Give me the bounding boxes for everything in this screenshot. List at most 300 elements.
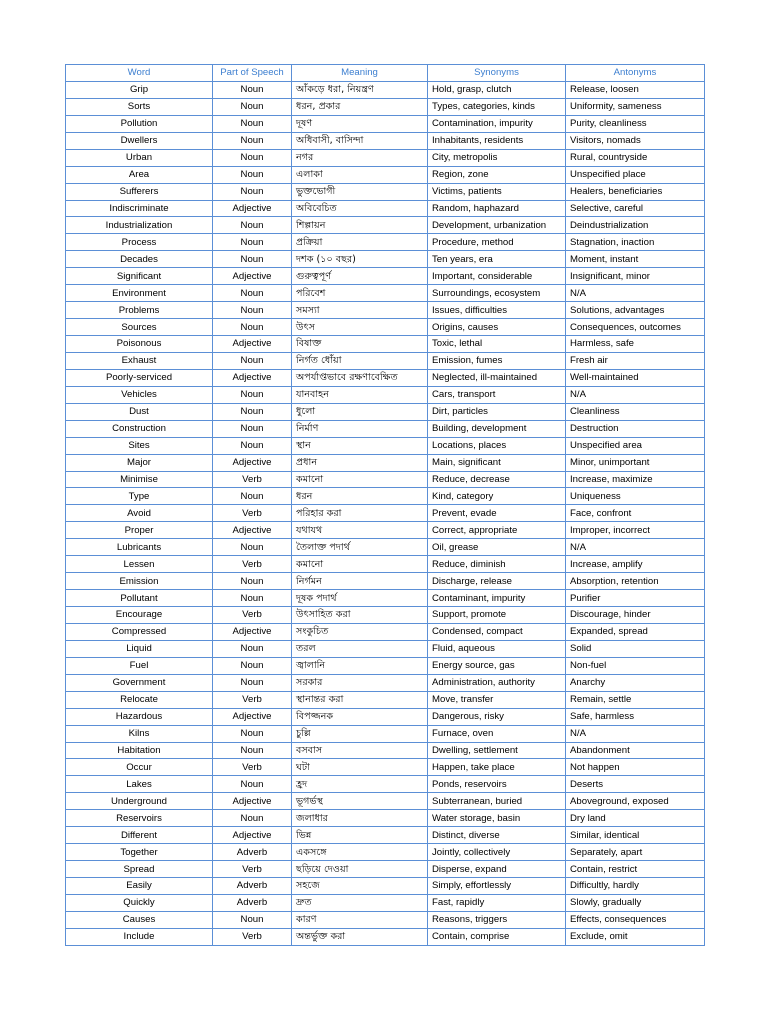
table-row — [66, 268, 705, 285]
table-row — [66, 403, 705, 420]
meaning-cell: জ্বালানি — [292, 657, 428, 674]
antonyms-cell: Increase, amplify — [566, 556, 705, 573]
meaning-cell: স্থান — [292, 437, 428, 454]
antonyms-cell: N/A — [566, 725, 705, 742]
antonyms-cell: Deserts — [566, 776, 705, 793]
synonyms-cell: Development, urbanization — [428, 217, 566, 234]
synonyms-cell: Water storage, basin — [428, 810, 566, 827]
synonyms-cell: Administration, authority — [428, 674, 566, 691]
synonyms-cell: Oil, grease — [428, 539, 566, 556]
antonyms-cell: Selective, careful — [566, 200, 705, 217]
antonyms-cell: Dry land — [566, 810, 705, 827]
meaning-cell: ধরন — [292, 488, 428, 505]
word-cell: Lessen — [66, 556, 213, 573]
part-of-speech-cell: Noun — [213, 115, 292, 132]
antonyms-cell: Visitors, nomads — [566, 132, 705, 149]
word-cell: Significant — [66, 268, 213, 285]
word-cell: Sites — [66, 437, 213, 454]
meaning-cell: দূষক পদার্থ — [292, 590, 428, 607]
part-of-speech-cell: Adjective — [213, 336, 292, 353]
table-row — [66, 115, 705, 132]
word-cell: Different — [66, 827, 213, 844]
part-of-speech-cell: Noun — [213, 725, 292, 742]
meaning-cell: কারণ — [292, 911, 428, 928]
meaning-cell: চুল্লি — [292, 725, 428, 742]
antonyms-cell: Non-fuel — [566, 657, 705, 674]
word-cell: Fuel — [66, 657, 213, 674]
part-of-speech-cell: Noun — [213, 573, 292, 590]
word-cell: Indiscriminate — [66, 200, 213, 217]
meaning-cell: ধরন, প্রকার — [292, 98, 428, 115]
meaning-cell: নির্গত ধোঁয়া — [292, 352, 428, 369]
antonyms-cell: Separately, apart — [566, 844, 705, 861]
antonyms-cell: Difficultly, hardly — [566, 878, 705, 895]
meaning-cell: শিল্পায়ন — [292, 217, 428, 234]
word-cell: Emission — [66, 573, 213, 590]
part-of-speech-cell: Noun — [213, 420, 292, 437]
antonyms-cell: Abandonment — [566, 742, 705, 759]
word-cell: Pollution — [66, 115, 213, 132]
meaning-cell: অবিবেচিত — [292, 200, 428, 217]
table-row — [66, 522, 705, 539]
synonyms-cell: Region, zone — [428, 166, 566, 183]
header-meaning: Meaning — [292, 65, 428, 82]
antonyms-cell: Stagnation, inaction — [566, 234, 705, 251]
antonyms-cell: Absorption, retention — [566, 573, 705, 590]
word-cell: Problems — [66, 302, 213, 319]
synonyms-cell: Hold, grasp, clutch — [428, 81, 566, 98]
part-of-speech-cell: Noun — [213, 251, 292, 268]
word-cell: Exhaust — [66, 352, 213, 369]
synonyms-cell: City, metropolis — [428, 149, 566, 166]
meaning-cell: অপর্যাপ্তভাবে রক্ষণাবেক্ষিত — [292, 369, 428, 386]
part-of-speech-cell: Verb — [213, 607, 292, 624]
part-of-speech-cell: Noun — [213, 98, 292, 115]
word-cell: Grip — [66, 81, 213, 98]
part-of-speech-cell: Verb — [213, 556, 292, 573]
antonyms-cell: Destruction — [566, 420, 705, 437]
antonyms-cell: Rural, countryside — [566, 149, 705, 166]
table-row — [66, 471, 705, 488]
word-cell: Government — [66, 674, 213, 691]
meaning-cell: উৎসাহিত করা — [292, 607, 428, 624]
meaning-cell: নির্মাণ — [292, 420, 428, 437]
antonyms-cell: Well-maintained — [566, 369, 705, 386]
synonyms-cell: Neglected, ill-maintained — [428, 369, 566, 386]
meaning-cell: অন্তর্ভুক্ত করা — [292, 928, 428, 945]
table-row — [66, 691, 705, 708]
table-row — [66, 183, 705, 200]
table-row — [66, 386, 705, 403]
synonyms-cell: Energy source, gas — [428, 657, 566, 674]
part-of-speech-cell: Verb — [213, 505, 292, 522]
table-row — [66, 640, 705, 657]
synonyms-cell: Procedure, method — [428, 234, 566, 251]
header-antonyms: Antonyms — [566, 65, 705, 82]
table-row — [66, 420, 705, 437]
table-row — [66, 827, 705, 844]
meaning-cell: অধিবাসী, বাসিন্দা — [292, 132, 428, 149]
table-row — [66, 369, 705, 386]
meaning-cell: পরিবেশ — [292, 285, 428, 302]
part-of-speech-cell: Adverb — [213, 844, 292, 861]
part-of-speech-cell: Noun — [213, 539, 292, 556]
meaning-cell: ভিন্ন — [292, 827, 428, 844]
meaning-cell: উৎস — [292, 319, 428, 336]
part-of-speech-cell: Noun — [213, 911, 292, 928]
table-row — [66, 607, 705, 624]
synonyms-cell: Furnace, oven — [428, 725, 566, 742]
synonyms-cell: Support, promote — [428, 607, 566, 624]
part-of-speech-cell: Adjective — [213, 200, 292, 217]
word-cell: Avoid — [66, 505, 213, 522]
synonyms-cell: Toxic, lethal — [428, 336, 566, 353]
antonyms-cell: Insignificant, minor — [566, 268, 705, 285]
antonyms-cell: Solid — [566, 640, 705, 657]
meaning-cell: সমস্যা — [292, 302, 428, 319]
header-part-of-speech: Part of Speech — [213, 65, 292, 82]
antonyms-cell: Minor, unimportant — [566, 454, 705, 471]
synonyms-cell: Main, significant — [428, 454, 566, 471]
meaning-cell: প্রধান — [292, 454, 428, 471]
antonyms-cell: Improper, incorrect — [566, 522, 705, 539]
word-cell: Vehicles — [66, 386, 213, 403]
synonyms-cell: Contaminant, impurity — [428, 590, 566, 607]
table-row — [66, 505, 705, 522]
table-row — [66, 149, 705, 166]
word-cell: Causes — [66, 911, 213, 928]
word-cell: Sufferers — [66, 183, 213, 200]
word-cell: Type — [66, 488, 213, 505]
part-of-speech-cell: Noun — [213, 776, 292, 793]
synonyms-cell: Victims, patients — [428, 183, 566, 200]
antonyms-cell: Safe, harmless — [566, 708, 705, 725]
antonyms-cell: Expanded, spread — [566, 623, 705, 640]
meaning-cell: ধুলো — [292, 403, 428, 420]
meaning-cell: সংকুচিত — [292, 623, 428, 640]
synonyms-cell: Locations, places — [428, 437, 566, 454]
meaning-cell: তৈলাক্ত পদার্থ — [292, 539, 428, 556]
table-row — [66, 878, 705, 895]
word-cell: Proper — [66, 522, 213, 539]
table-row — [66, 132, 705, 149]
table-row — [66, 793, 705, 810]
meaning-cell: নগর — [292, 149, 428, 166]
synonyms-cell: Ponds, reservoirs — [428, 776, 566, 793]
antonyms-cell: Remain, settle — [566, 691, 705, 708]
table-row — [66, 200, 705, 217]
meaning-cell: পরিহার করা — [292, 505, 428, 522]
meaning-cell: কমানো — [292, 471, 428, 488]
synonyms-cell: Fast, rapidly — [428, 894, 566, 911]
meaning-cell: ঘটা — [292, 759, 428, 776]
part-of-speech-cell: Noun — [213, 149, 292, 166]
meaning-cell: তরল — [292, 640, 428, 657]
word-cell: Reservoirs — [66, 810, 213, 827]
table-row — [66, 352, 705, 369]
part-of-speech-cell: Noun — [213, 403, 292, 420]
synonyms-cell: Reduce, decrease — [428, 471, 566, 488]
antonyms-cell: Fresh air — [566, 352, 705, 369]
word-cell: Poorly-serviced — [66, 369, 213, 386]
word-cell: Major — [66, 454, 213, 471]
word-cell: Sources — [66, 319, 213, 336]
synonyms-cell: Contain, comprise — [428, 928, 566, 945]
meaning-cell: ভূগর্ভস্থ — [292, 793, 428, 810]
word-cell: Easily — [66, 878, 213, 895]
word-cell: Environment — [66, 285, 213, 302]
synonyms-cell: Dangerous, risky — [428, 708, 566, 725]
part-of-speech-cell: Noun — [213, 674, 292, 691]
meaning-cell: এলাকা — [292, 166, 428, 183]
part-of-speech-cell: Adjective — [213, 793, 292, 810]
meaning-cell: কমানো — [292, 556, 428, 573]
table-row — [66, 861, 705, 878]
meaning-cell: সরকার — [292, 674, 428, 691]
part-of-speech-cell: Verb — [213, 691, 292, 708]
part-of-speech-cell: Noun — [213, 217, 292, 234]
part-of-speech-cell: Adjective — [213, 623, 292, 640]
meaning-cell: দ্রুত — [292, 894, 428, 911]
synonyms-cell: Inhabitants, residents — [428, 132, 566, 149]
part-of-speech-cell: Noun — [213, 81, 292, 98]
word-cell: Dust — [66, 403, 213, 420]
antonyms-cell: Face, confront — [566, 505, 705, 522]
meaning-cell: যানবাহন — [292, 386, 428, 403]
antonyms-cell: Purity, cleanliness — [566, 115, 705, 132]
meaning-cell: হ্রদ — [292, 776, 428, 793]
vocabulary-table — [65, 64, 705, 946]
synonyms-cell: Reasons, triggers — [428, 911, 566, 928]
word-cell: Dwellers — [66, 132, 213, 149]
synonyms-cell: Subterranean, buried — [428, 793, 566, 810]
table-row — [66, 217, 705, 234]
synonyms-cell: Correct, appropriate — [428, 522, 566, 539]
table-header-row — [66, 65, 705, 82]
antonyms-cell: Similar, identical — [566, 827, 705, 844]
table-body — [66, 81, 705, 945]
part-of-speech-cell: Noun — [213, 640, 292, 657]
table-row — [66, 742, 705, 759]
synonyms-cell: Reduce, diminish — [428, 556, 566, 573]
table-row — [66, 810, 705, 827]
part-of-speech-cell: Noun — [213, 488, 292, 505]
synonyms-cell: Fluid, aqueous — [428, 640, 566, 657]
part-of-speech-cell: Noun — [213, 657, 292, 674]
antonyms-cell: Contain, restrict — [566, 861, 705, 878]
synonyms-cell: Issues, difficulties — [428, 302, 566, 319]
antonyms-cell: Purifier — [566, 590, 705, 607]
synonyms-cell: Condensed, compact — [428, 623, 566, 640]
meaning-cell: বিষাক্ত — [292, 336, 428, 353]
antonyms-cell: Release, loosen — [566, 81, 705, 98]
meaning-cell: দূষণ — [292, 115, 428, 132]
part-of-speech-cell: Noun — [213, 319, 292, 336]
synonyms-cell: Disperse, expand — [428, 861, 566, 878]
antonyms-cell: Deindustrialization — [566, 217, 705, 234]
table-row — [66, 234, 705, 251]
word-cell: Sorts — [66, 98, 213, 115]
antonyms-cell: Uniqueness — [566, 488, 705, 505]
table-row — [66, 285, 705, 302]
meaning-cell: নির্গমন — [292, 573, 428, 590]
antonyms-cell: Uniformity, sameness — [566, 98, 705, 115]
antonyms-cell: Harmless, safe — [566, 336, 705, 353]
part-of-speech-cell: Noun — [213, 386, 292, 403]
synonyms-cell: Important, considerable — [428, 268, 566, 285]
table-row — [66, 166, 705, 183]
table-row — [66, 776, 705, 793]
table-row — [66, 928, 705, 945]
header-synonyms: Synonyms — [428, 65, 566, 82]
table-row — [66, 437, 705, 454]
word-cell: Urban — [66, 149, 213, 166]
part-of-speech-cell: Adjective — [213, 827, 292, 844]
antonyms-cell: Moment, instant — [566, 251, 705, 268]
antonyms-cell: Solutions, advantages — [566, 302, 705, 319]
antonyms-cell: N/A — [566, 539, 705, 556]
part-of-speech-cell: Noun — [213, 352, 292, 369]
table-row — [66, 539, 705, 556]
table-row — [66, 844, 705, 861]
part-of-speech-cell: Adverb — [213, 894, 292, 911]
part-of-speech-cell: Noun — [213, 437, 292, 454]
synonyms-cell: Dwelling, settlement — [428, 742, 566, 759]
table-row — [66, 488, 705, 505]
antonyms-cell: Exclude, omit — [566, 928, 705, 945]
word-cell: Encourage — [66, 607, 213, 624]
word-cell: Liquid — [66, 640, 213, 657]
part-of-speech-cell: Verb — [213, 861, 292, 878]
part-of-speech-cell: Noun — [213, 810, 292, 827]
synonyms-cell: Cars, transport — [428, 386, 566, 403]
table-row — [66, 81, 705, 98]
antonyms-cell: Effects, consequences — [566, 911, 705, 928]
synonyms-cell: Happen, take place — [428, 759, 566, 776]
word-cell: Together — [66, 844, 213, 861]
antonyms-cell: Cleanliness — [566, 403, 705, 420]
word-cell: Area — [66, 166, 213, 183]
table-row — [66, 759, 705, 776]
part-of-speech-cell: Noun — [213, 132, 292, 149]
table-row — [66, 336, 705, 353]
table-row — [66, 623, 705, 640]
meaning-cell: যথাযথ — [292, 522, 428, 539]
antonyms-cell: Unspecified area — [566, 437, 705, 454]
antonyms-cell: Not happen — [566, 759, 705, 776]
word-cell: Lakes — [66, 776, 213, 793]
word-cell: Kilns — [66, 725, 213, 742]
table-row — [66, 674, 705, 691]
table-row — [66, 251, 705, 268]
table-row — [66, 725, 705, 742]
table-row — [66, 319, 705, 336]
synonyms-cell: Surroundings, ecosystem — [428, 285, 566, 302]
word-cell: Decades — [66, 251, 213, 268]
header-word: Word — [66, 65, 213, 82]
part-of-speech-cell: Adjective — [213, 369, 292, 386]
part-of-speech-cell: Verb — [213, 759, 292, 776]
table-row — [66, 590, 705, 607]
table-row — [66, 894, 705, 911]
meaning-cell: স্থানান্তর করা — [292, 691, 428, 708]
word-cell: Construction — [66, 420, 213, 437]
meaning-cell: বিপজ্জনক — [292, 708, 428, 725]
meaning-cell: একসঙ্গে — [292, 844, 428, 861]
word-cell: Pollutant — [66, 590, 213, 607]
word-cell: Relocate — [66, 691, 213, 708]
meaning-cell: দশক (১০ বছর) — [292, 251, 428, 268]
word-cell: Habitation — [66, 742, 213, 759]
table-row — [66, 657, 705, 674]
table-row — [66, 454, 705, 471]
antonyms-cell: Unspecified place — [566, 166, 705, 183]
word-cell: Quickly — [66, 894, 213, 911]
table-row — [66, 708, 705, 725]
synonyms-cell: Jointly, collectively — [428, 844, 566, 861]
table-row — [66, 556, 705, 573]
part-of-speech-cell: Noun — [213, 302, 292, 319]
part-of-speech-cell: Noun — [213, 285, 292, 302]
table-row — [66, 98, 705, 115]
word-cell: Occur — [66, 759, 213, 776]
part-of-speech-cell: Verb — [213, 471, 292, 488]
word-cell: Include — [66, 928, 213, 945]
synonyms-cell: Random, haphazard — [428, 200, 566, 217]
synonyms-cell: Move, transfer — [428, 691, 566, 708]
antonyms-cell: Anarchy — [566, 674, 705, 691]
synonyms-cell: Prevent, evade — [428, 505, 566, 522]
part-of-speech-cell: Noun — [213, 590, 292, 607]
synonyms-cell: Discharge, release — [428, 573, 566, 590]
table-row — [66, 911, 705, 928]
antonyms-cell: Discourage, hinder — [566, 607, 705, 624]
word-cell: Hazardous — [66, 708, 213, 725]
antonyms-cell: N/A — [566, 386, 705, 403]
word-cell: Minimise — [66, 471, 213, 488]
word-cell: Process — [66, 234, 213, 251]
part-of-speech-cell: Noun — [213, 166, 292, 183]
antonyms-cell: Consequences, outcomes — [566, 319, 705, 336]
meaning-cell: ভুক্তভোগী — [292, 183, 428, 200]
part-of-speech-cell: Adjective — [213, 522, 292, 539]
meaning-cell: আঁকড়ে ধরা, নিয়ন্ত্রণ — [292, 81, 428, 98]
part-of-speech-cell: Noun — [213, 742, 292, 759]
synonyms-cell: Building, development — [428, 420, 566, 437]
meaning-cell: সহজে — [292, 878, 428, 895]
synonyms-cell: Emission, fumes — [428, 352, 566, 369]
antonyms-cell: Increase, maximize — [566, 471, 705, 488]
word-cell: Poisonous — [66, 336, 213, 353]
table-row — [66, 573, 705, 590]
antonyms-cell: N/A — [566, 285, 705, 302]
synonyms-cell: Ten years, era — [428, 251, 566, 268]
meaning-cell: বসবাস — [292, 742, 428, 759]
meaning-cell: প্রক্রিয়া — [292, 234, 428, 251]
synonyms-cell: Types, categories, kinds — [428, 98, 566, 115]
word-cell: Lubricants — [66, 539, 213, 556]
part-of-speech-cell: Adjective — [213, 454, 292, 471]
meaning-cell: জলাধার — [292, 810, 428, 827]
synonyms-cell: Dirt, particles — [428, 403, 566, 420]
synonyms-cell: Contamination, impurity — [428, 115, 566, 132]
synonyms-cell: Kind, category — [428, 488, 566, 505]
word-cell: Underground — [66, 793, 213, 810]
synonyms-cell: Distinct, diverse — [428, 827, 566, 844]
word-cell: Spread — [66, 861, 213, 878]
part-of-speech-cell: Noun — [213, 183, 292, 200]
part-of-speech-cell: Adverb — [213, 878, 292, 895]
